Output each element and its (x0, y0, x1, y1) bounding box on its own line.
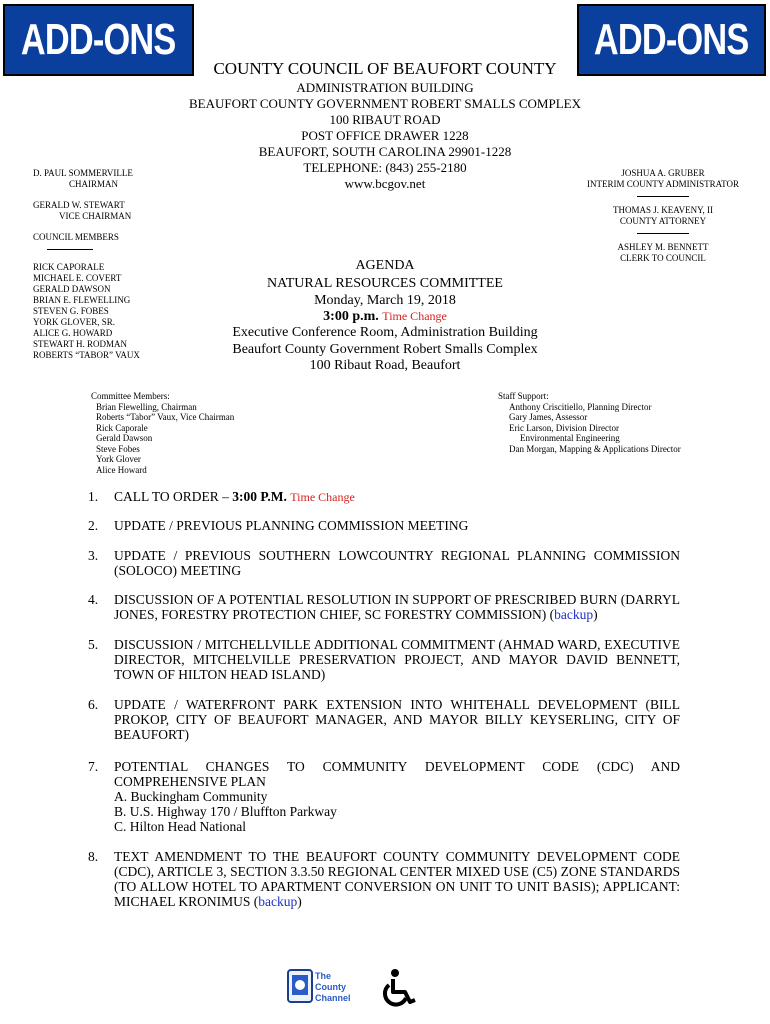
item-text: UPDATE / PREVIOUS SOUTHERN LOWCOUNTRY REGIONAL PLANNING COMMISSION (SOLOCO) MEETING (114, 548, 680, 578)
wheelchair-accessible-icon (380, 968, 422, 1008)
item-number: 7. (88, 759, 99, 774)
committee-members-heading: Committee Members: (91, 391, 170, 401)
administrator-title: INTERIM COUNTY ADMINISTRATOR (586, 179, 739, 189)
attorney-title: COUNTY ATTORNEY (619, 216, 707, 226)
council-member: STEVEN G. FOBES (33, 306, 109, 316)
header-line: POST OFFICE DRAWER 1228 (301, 128, 469, 143)
staff-support (498, 391, 758, 454)
sub-item: C. Hilton Head National (114, 819, 246, 834)
council-title: COUNTY COUNCIL OF BEAUFORT COUNTY (213, 59, 557, 78)
committee-name: NATURAL RESOURCES COMMITTEE (267, 276, 503, 291)
agenda-item-4 (88, 592, 680, 622)
staff-member: Anthony Criscitiello, Planning Director (509, 401, 652, 412)
council-member: MICHAEL E. COVERT (33, 273, 122, 283)
council-member: STEWART H. RODMAN (33, 339, 128, 349)
committee-member: Rick Caporale (96, 422, 148, 433)
backup-link[interactable]: backup (554, 607, 594, 622)
header-line: 100 RIBAUT ROAD (329, 112, 441, 127)
telephone: TELEPHONE: (843) 255-2180 (303, 160, 467, 175)
committee-member: York Glover (96, 454, 141, 464)
item-text: DISCUSSION / MITCHELLVILLE ADDITIONAL COMMITMENT (AHMAD WARD, EXECUTIVE DIRECTOR, MITCHELVILLE PRESERVATION PROJECT, AND MAYOR DAVID BENNETT, TOWN OF HILTON HEAD ISLAND) (114, 637, 680, 682)
agenda-item-8 (88, 849, 680, 909)
item-number: 4. (88, 592, 99, 607)
staff-member: Gary James, Assessor (509, 412, 588, 422)
agenda-item-6 (88, 697, 680, 742)
committee-member: Gerald Dawson (96, 433, 153, 443)
staff-support-heading: Staff Support: (498, 391, 549, 401)
committee-member: Alice Howard (96, 464, 147, 475)
add-ons-badge-left: ADD-ONS (3, 4, 194, 76)
agenda-item-3 (88, 548, 680, 578)
location-line: 100 Ribaut Road, Beaufort (309, 358, 461, 373)
svg-text:The: The (315, 971, 332, 981)
item-number: 6. (88, 697, 99, 712)
meeting-date: Monday, March 19, 2018 (314, 293, 456, 308)
item-text: CALL TO ORDER – (114, 489, 233, 504)
staff-member: Dan Morgan, Mapping & Applications Director (509, 443, 681, 454)
council-member: YORK GLOVER, SR. (33, 317, 116, 327)
item-number: 5. (88, 637, 99, 652)
chairman-title: CHAIRMAN (69, 179, 119, 189)
header-line: BEAUFORT COUNTY GOVERNMENT ROBERT SMALLS COMPLEX (189, 96, 581, 111)
divider (637, 233, 689, 234)
attorney-name: THOMAS J. KEAVENY, II (613, 205, 713, 215)
time-change-note: Time Change (290, 490, 355, 504)
clerk-name: ASHLEY M. BENNETT (617, 242, 709, 252)
council-member: ALICE G. HOWARD (33, 328, 113, 338)
county-channel-logo (287, 968, 355, 1004)
chairman-name: D. PAUL SOMMERVILLE (33, 168, 133, 178)
administrator-name: JOSHUA A. GRUBER (621, 168, 705, 178)
backup-link[interactable]: backup (258, 894, 298, 909)
divider (47, 249, 93, 250)
item-number: 1. (88, 489, 99, 504)
council-members-heading: COUNCIL MEMBERS (33, 232, 119, 242)
divider (637, 196, 689, 197)
sub-item: B. U.S. Highway 170 / Bluffton Parkway (114, 804, 337, 819)
council-member: GERALD DAWSON (33, 284, 111, 294)
item-text: UPDATE / WATERFRONT PARK EXTENSION INTO WHITEHALL DEVELOPMENT (BILL PROKOP, CITY OF BEAUFORT MANAGER, AND MAYOR BILLY KEYSERLING, CITY OF BEAUFORT) (114, 697, 680, 742)
svg-text:County: County (315, 982, 346, 992)
location-line: Executive Conference Room, Administration Building (232, 325, 538, 340)
council-member: RICK CAPORALE (33, 262, 105, 272)
county-staff-leadership (563, 168, 763, 264)
sub-item: A. Buckingham Community (114, 789, 268, 804)
location-line: Beaufort County Government Robert Smalls Complex (232, 342, 538, 357)
agenda-item-2 (88, 518, 680, 533)
item-text-end: ) (593, 607, 598, 622)
item-text: TEXT AMENDMENT TO THE BEAUFORT COUNTY COMMUNITY DEVELOPMENT CODE (CDC), ARTICLE 3, SECTION 3.3.50 REGIONAL CENTER MIXED USE (C5) ZONE STANDARDS (TO ALLOW HOTEL TO APARTMENT CONVERSION ON UNIT TO UNIT BASIS); APPLICANT: MICHAEL KRONIMUS ( (114, 849, 680, 909)
committee-members (91, 391, 391, 475)
meeting-time-value: 3:00 p.m. (323, 309, 379, 324)
agenda-item-7 (88, 759, 680, 834)
vice-chairman-name: GERALD W. STEWART (33, 200, 125, 210)
svg-text:Channel: Channel (315, 993, 351, 1003)
item-text: DISCUSSION OF A POTENTIAL RESOLUTION IN SUPPORT OF PRESCRIBED BURN (DARRYL JONES, FORESTRY PROTECTION CHIEF, SC FORESTRY COMMISSION) ( (114, 592, 680, 622)
agenda-item-5 (88, 637, 680, 682)
agenda-item-1 (88, 489, 680, 505)
item-time: 3:00 P.M. (232, 489, 287, 504)
item-text: POTENTIAL CHANGES TO COMMUNITY DEVELOPMENT CODE (CDC) AND COMPREHENSIVE PLAN (114, 759, 680, 789)
committee-member: Roberts “Tabor” Vaux, Vice Chairman (96, 412, 235, 422)
committee-member: Brian Flewelling, Chairman (96, 401, 197, 412)
committee-member: Steve Fobes (96, 443, 140, 454)
header-line: BEAUFORT, SOUTH CAROLINA 29901-1228 (258, 144, 512, 159)
website-link[interactable]: www.bcgov.net (344, 176, 426, 191)
item-text: UPDATE / PREVIOUS PLANNING COMMISSION MEETING (114, 518, 469, 533)
vice-chairman-title: VICE CHAIRMAN (59, 211, 132, 221)
meeting-time (0, 309, 770, 325)
item-number: 8. (88, 849, 99, 864)
item-text-end: ) (297, 894, 302, 909)
header-line: ADMINISTRATION BUILDING (296, 80, 474, 95)
item-number: 2. (88, 518, 99, 533)
time-change-note: Time Change (382, 309, 447, 323)
staff-member: Environmental Engineering (520, 433, 620, 443)
clerk-title: CLERK TO COUNCIL (620, 253, 706, 263)
council-member: ROBERTS “TABOR” VAUX (33, 350, 140, 360)
agenda-heading: AGENDA (355, 258, 415, 273)
council-member: BRIAN E. FLEWELLING (33, 295, 131, 305)
staff-member: Eric Larson, Division Director (509, 422, 619, 433)
item-number: 3. (88, 548, 99, 563)
add-ons-badge-right: ADD-ONS (577, 4, 766, 76)
